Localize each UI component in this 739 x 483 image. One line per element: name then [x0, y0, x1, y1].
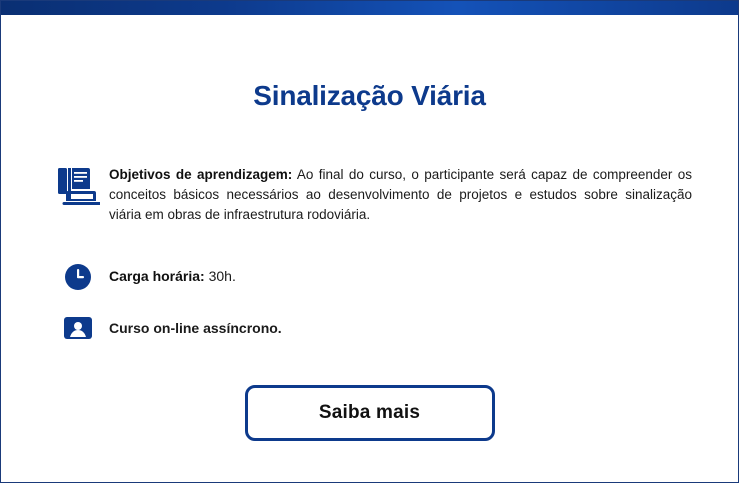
top-accent-bar — [1, 1, 738, 15]
book-computer-icon — [47, 165, 109, 207]
mode-label: Curso on-line assíncrono. — [109, 320, 282, 336]
objectives-description: Ao final do curso, o participante será capaz de compreender os conceitos básicos necessários ao desenvolvimento de projetos e estudos sobre sinalização viária em obras de infraestrutura rodoviária. — [109, 167, 692, 222]
objectives-text — [109, 165, 692, 225]
workload-text — [109, 267, 692, 285]
workload-value: 30h. — [204, 268, 236, 284]
top-accent-bar-gradient — [1, 1, 738, 15]
page-title: Sinalização Viária — [253, 80, 486, 111]
cta-container — [47, 385, 692, 441]
saiba-mais-button[interactable]: Saiba mais — [245, 385, 495, 441]
card-content — [1, 15, 738, 482]
workload-label: Carga horária: — [109, 268, 205, 284]
online-user-icon — [47, 313, 109, 343]
objectives-label: Objetivos de aprendizagem: — [109, 167, 293, 182]
objectives-row — [47, 165, 692, 225]
mode-row — [47, 313, 692, 343]
clock-icon — [47, 261, 109, 291]
workload-row — [47, 261, 692, 291]
